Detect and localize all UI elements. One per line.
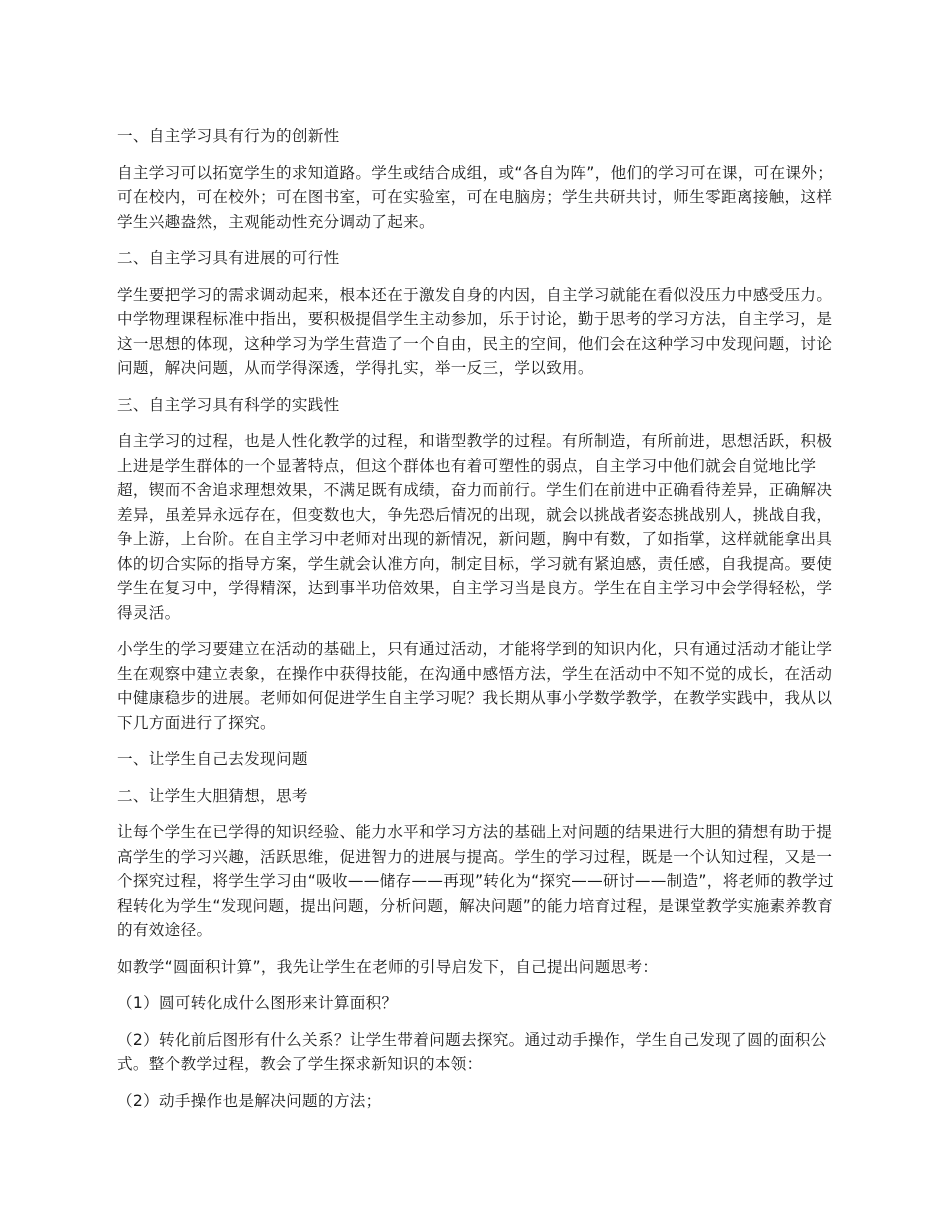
document-body bbox=[117, 124, 841, 1125]
heading-discover-problems: 一、让学生自己去发现问题 bbox=[117, 750, 308, 768]
list-item-hands-on: （2）动手操作也是解决问题的方法； bbox=[117, 1091, 382, 1110]
heading-guess-think: 二、让学生大胆猜想，思考 bbox=[117, 786, 308, 805]
paragraph-circle-area: 如教学“圆面积计算”，我先让学生在老师的引导启发下，自己提出问题思考： bbox=[117, 957, 659, 976]
list-item-question-1: （1）圆可转化成什么图形来计算面积？ bbox=[117, 994, 398, 1012]
paragraph-activity: 小学生的学习要建立在活动的基础上，只有通过活动，才能将学到的知识内化，只有通过活动才能让学生在观察中建立表象，在操作中获得技能，在沟通中感悟方法，学生在活动中不知不觉的成长，在活动中健康稳步的进展。老师如何促进学生自主学习呢？我长期从事小学数学教学，在教学实践中，我从以下几方面进行了探究。 bbox=[117, 640, 833, 732]
heading-practice: 三、自主学习具有科学的实践性 bbox=[117, 395, 340, 414]
paragraph-feasibility: 学生要把学习的需求调动起来，根本还在于激发自身的内因，自主学习就能在看似没压力中感受压力。中学物理课程标准中指出，要积极提倡学生主动参加，乐于讨论，勤于思考的学习方法，自主学习，是这一思想的体现，这种学习为学生营造了一个自由，民主的空间，他们会在这种学习中发现问题，讨论问题，解决问题，从而学得深透，学得扎实，举一反三，学以致用。 bbox=[117, 285, 833, 377]
paragraph-practice: 自主学习的过程，也是人性化教学的过程，和谐型教学的过程。有所制造，有所前进，思想活跃，积极上进是学生群体的一个显著特点，但这个群体也有着可塑性的弱点，自主学习中他们就会自觉地比学超，锲而不舍追求理想效果，不满足既有成绩，奋力而前行。学生们在前进中正确看待差异，正确解决差异，虽差异永远存在，但变数也大，争先恐后情况的出现，就会以挑战者姿态挑战别人，挑战自我，争上游，上台阶。在自主学习中老师对出现的新情况，新问题，胸中有数，了如指掌，这样就能拿出具体的切合实际的指导方案，学生就会认准方向，制定目标，学习就有紧迫感，责任感，自我提高。要使学生在复习中，学得精深，达到事半功倍效果，自主学习当是良方。学生在自主学习中会学得轻松，学得灵活。 bbox=[117, 432, 833, 622]
heading-innovation: 一、自主学习具有行为的创新性 bbox=[117, 127, 340, 145]
heading-feasibility: 二、自主学习具有进展的可行性 bbox=[117, 249, 340, 267]
list-item-question-2: （2）转化前后图形有什么关系？让学生带着问题去探究。通过动手操作，学生自己发现了圆的面积公式。整个教学过程，教会了学生探求新知识的本领： bbox=[117, 1030, 827, 1073]
paragraph-innovation: 自主学习可以拓宽学生的求知道路。学生或结合成组，或“各自为阵”，他们的学习可在课，可在课外；可在校内，可在校外；可在图书室，可在实验室，可在电脑房；学生共研共讨，师生零距离接触，这样学生兴趣盎然，主观能动性充分调动了起来。 bbox=[117, 163, 834, 231]
paragraph-guess-think: 让每个学生在已学得的知识经验、能力水平和学习方法的基础上对问题的结果进行大胆的猜想有助于提高学生的学习兴趣，活跃思维，促进智力的进展与提高。学生的学习过程，既是一个认知过程，又是一个探究过程，将学生学习由“吸收——储存——再现”转化为“探究——研讨——制造”，将老师的教学过程转化为学生“发现问题，提出问题，分析问题，解决问题”的能力培育过程，是课堂教学实施素养教育的有效途径。 bbox=[117, 823, 834, 939]
